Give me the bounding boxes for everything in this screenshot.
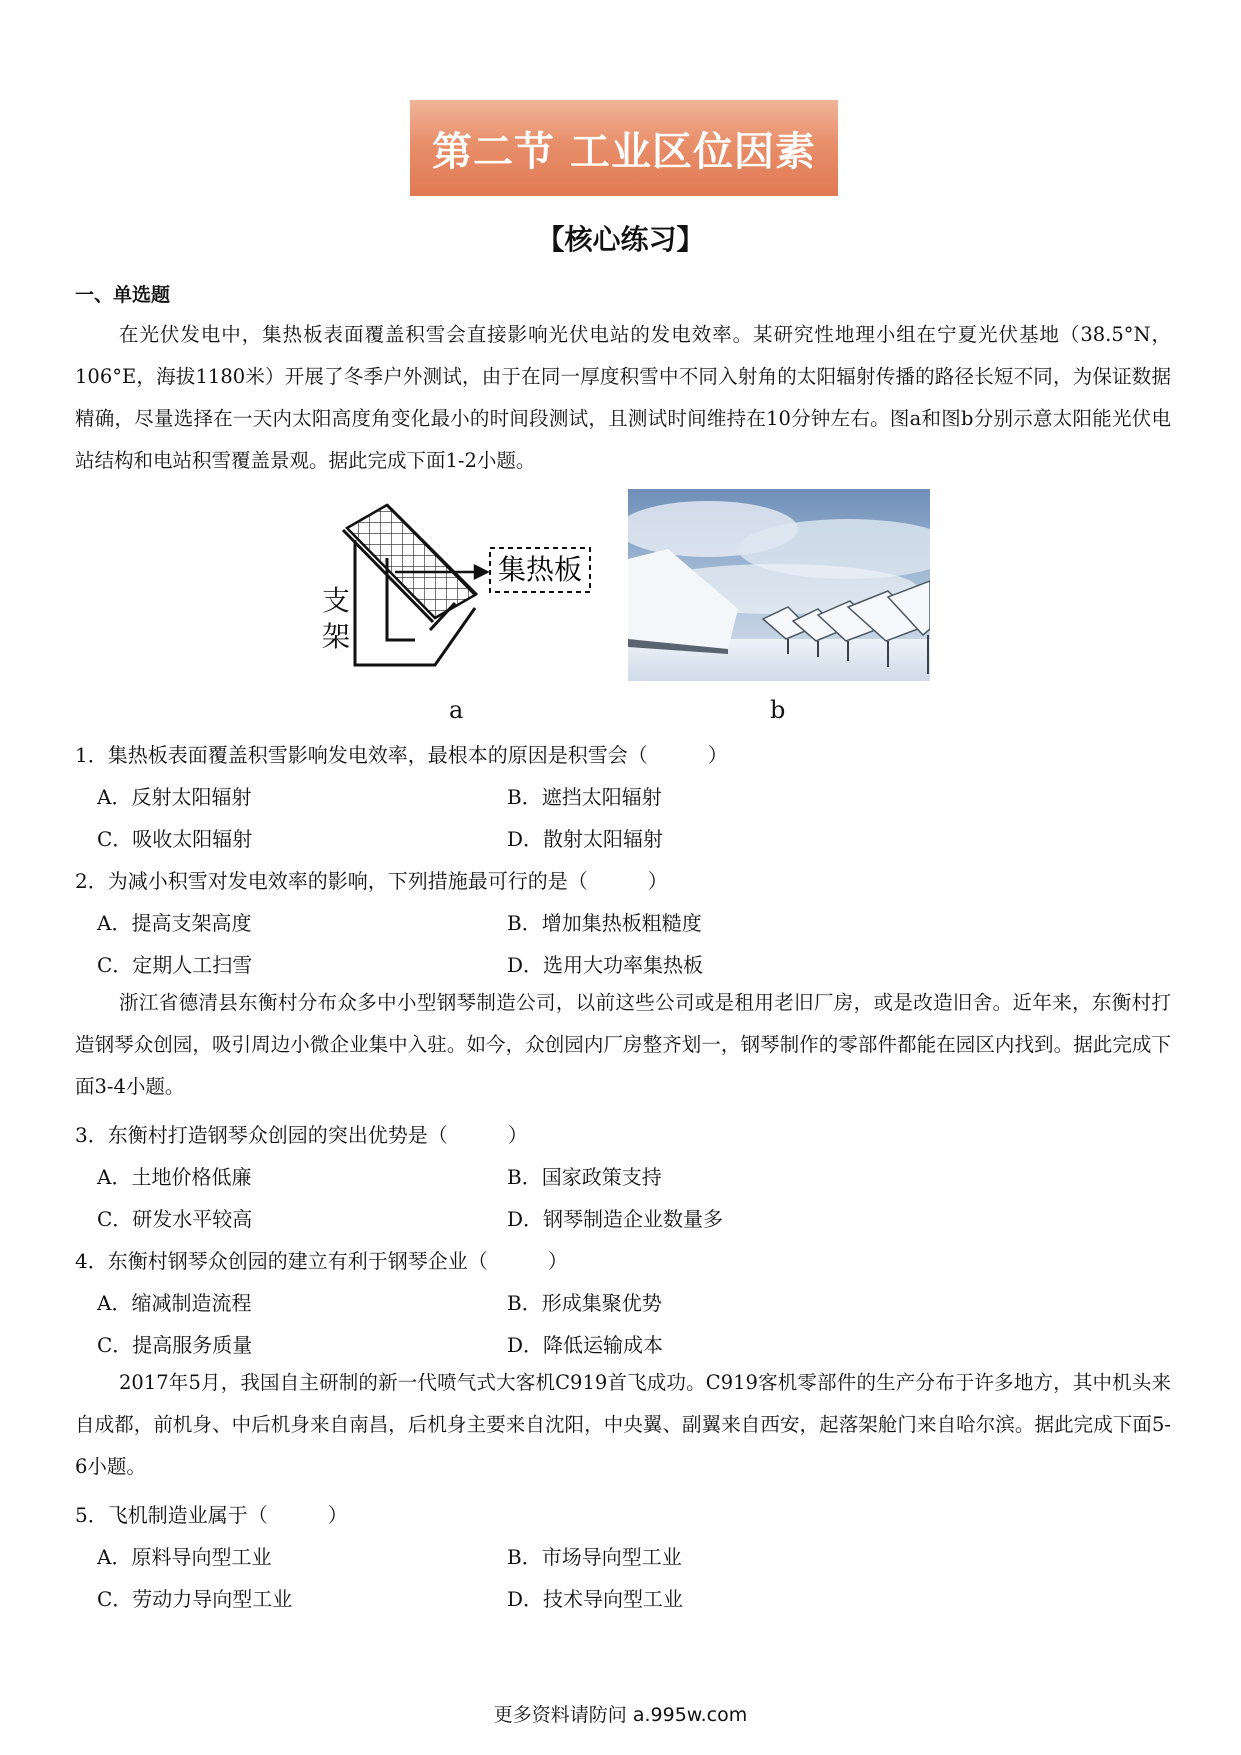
collector-panel-shape xyxy=(343,505,477,622)
q4-option-d: D．降低运输成本 xyxy=(507,1333,664,1357)
support-label: 支架 xyxy=(322,584,351,653)
question-3: 3．东衡村打造钢琴众创园的突出优势是（ ） xyxy=(75,1123,528,1147)
subtitle: 【核心练习】 xyxy=(536,223,705,256)
q2-option-b: B．增加集热板粗糙度 xyxy=(507,911,702,935)
title-banner xyxy=(410,100,838,196)
section-heading: 一、单选题 xyxy=(75,284,171,306)
page-title: 第二节 工业区位因素 xyxy=(432,128,816,175)
q4-option-c: C．提高服务质量 xyxy=(97,1333,253,1357)
q2-option-a: A．提高支架高度 xyxy=(97,911,252,935)
q4-option-a: A．缩减制造流程 xyxy=(97,1291,252,1315)
q4-option-b: B．形成集聚优势 xyxy=(507,1291,662,1315)
q1-option-a: A．反射太阳辐射 xyxy=(97,785,252,809)
passage-1: 在光伏发电中，集热板表面覆盖积雪会直接影响光伏电站的发电效率。某研究性地理小组在宁夏光伏基地（38.5°N，106°E，海拔1180米）开展了冬季户外测试，由于在同一厚度积雪中不同入射角的太阳辐射传播的路径长短不同，为保证数据精确，尽量选择在一天内太阳高度角变化最小的时间段测试，且测试时间维持在10分钟左右。图a和图b分别示意太阳能光伏电站结构和电站积雪覆盖景观。据此完成下面1-2小题。 xyxy=(75,323,1171,472)
q5-option-d: D．技术导向型工业 xyxy=(507,1587,684,1611)
panel-structure-diagram xyxy=(325,500,600,675)
q3-option-c: C．研发水平较高 xyxy=(97,1207,253,1231)
q5-option-c: C．劳动力导向型工业 xyxy=(97,1587,293,1611)
question-4: 4．东衡村钢琴众创园的建立有利于钢琴企业（ ） xyxy=(75,1249,568,1273)
q1-option-d: D．散射太阳辐射 xyxy=(507,827,664,851)
q5-option-b: B．市场导向型工业 xyxy=(507,1545,682,1569)
passage-3: 2017年5月，我国自主研制的新一代喷气式大客机C919首飞成功。C919客机零部件的生产分布于许多地方，其中机头来自成都，前机身、中后机身来自南昌，后机身主要来自沈阳，中央翼、副翼来自西安，起落架舱门来自哈尔滨。据此完成下面5-6小题。 xyxy=(75,1371,1171,1478)
question-5: 5．飞机制造业属于（ ） xyxy=(75,1503,348,1527)
q5-option-a: A．原料导向型工业 xyxy=(97,1545,272,1569)
q3-option-b: B．国家政策支持 xyxy=(507,1165,662,1189)
question-2: 2．为减小积雪对发电效率的影响，下列措施最可行的是（ ） xyxy=(75,869,668,893)
passage-2: 浙江省德清县东衡村分布众多中小型钢琴制造公司，以前这些公司或是租用老旧厂房，或是改造旧舍。近年来，东衡村打造钢琴众创园，吸引周边小微企业集中入驻。如今，众创园内厂房整齐划一，钢琴制作的零部件都能在园区内找到。据此完成下面3-4小题。 xyxy=(75,991,1171,1098)
q1-option-b: B．遮挡太阳辐射 xyxy=(507,785,662,809)
q1-option-c: C．吸收太阳辐射 xyxy=(97,827,253,851)
footer-link[interactable]: 更多资料请防问 a.995w.com xyxy=(493,1704,748,1726)
q2-option-d: D．选用大功率集热板 xyxy=(507,953,704,977)
question-1: 1．集热板表面覆盖积雪影响发电效率，最根本的原因是积雪会（ ） xyxy=(75,743,728,767)
panel-label: 集热板 xyxy=(497,553,583,586)
snow-covered-station-photo xyxy=(628,489,930,681)
caption-b: b xyxy=(770,696,786,724)
caption-a: a xyxy=(449,696,464,724)
q2-option-c: C．定期人工扫雪 xyxy=(97,953,253,977)
q3-option-d: D．钢琴制造企业数量多 xyxy=(507,1207,724,1231)
q3-option-a: A．土地价格低廉 xyxy=(97,1165,252,1189)
